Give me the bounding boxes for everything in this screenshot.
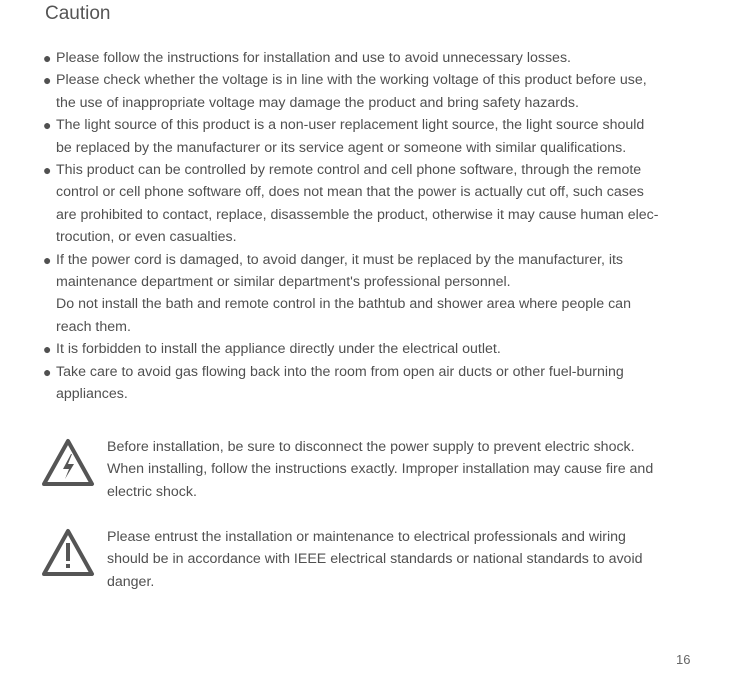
- list-item-text: The light source of this product is a non-user replacement light source, the light source should be replaced by the manufacturer or its service agent or someone with similar qualifications.: [56, 117, 645, 156]
- bullet-icon: ●: [43, 117, 52, 134]
- list-item: [40, 338, 700, 360]
- bullet-icon: ●: [43, 72, 52, 89]
- warning-text: Before installation, be sure to disconnect the power supply to prevent electric shock. When installing, follow the instructions exactly. Improper installation may cause fire and electric shock.: [107, 439, 654, 500]
- bullet-icon: ●: [43, 50, 52, 66]
- list-item-text: Take care to avoid gas flowing back into the room from open air ducts or other fuel-burning appliances.: [56, 363, 624, 403]
- list-item-text: This product can be controlled by remote control and cell phone software, through the remote control or cell phone software off, does not mean that the power is actually cut off, such cases are prohibited to contact, replace, disassemble the product, otherwise it may cause human elec- trocution, or even casualties.: [56, 162, 659, 246]
- bullet-icon: ●: [43, 251, 52, 268]
- list-item-text: Please follow the instructions for installation and use to avoid unnecessary losses.: [56, 50, 571, 66]
- list-item: [40, 47, 700, 69]
- caution-list: [40, 47, 700, 406]
- page-title: Caution: [45, 3, 111, 24]
- general-warning-icon: [40, 526, 96, 578]
- list-item: [40, 249, 700, 339]
- bullet-icon: ●: [43, 341, 52, 358]
- page-number: 16: [676, 652, 691, 667]
- list-item: [40, 114, 700, 159]
- list-item: [40, 361, 700, 406]
- list-item-text: Please check whether the voltage is in line with the working voltage of this product before use, the use of inappropriate voltage may damage the product and bring safety hazards.: [56, 72, 647, 111]
- list-item-text: It is forbidden to install the appliance directly under the electrical outlet.: [56, 341, 501, 358]
- warning-text: Please entrust the installation or maintenance to electrical professionals and wiring should be in accordance with IEEE electrical standards or national standards to avoid danger.: [107, 529, 643, 590]
- list-item: [40, 159, 700, 249]
- list-item: [40, 69, 700, 114]
- bullet-icon: ●: [43, 363, 52, 380]
- electric-shock-warning-icon: [40, 436, 96, 488]
- bullet-icon: ●: [43, 162, 52, 179]
- list-item-text: If the power cord is damaged, to avoid danger, it must be replaced by the manufacturer, its maintenance department or similar department's professional personnel. Do not install the bath and remote control in the bathtub and shower area where people can reach them.: [56, 251, 631, 335]
